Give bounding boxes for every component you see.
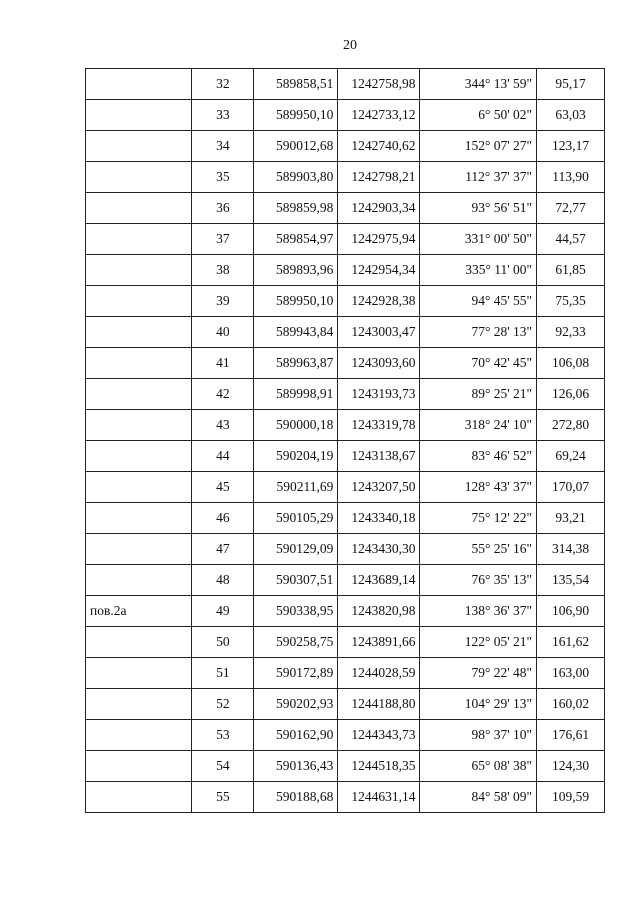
y-coordinate-cell: 1244343,73 [338,720,420,751]
table-row [86,162,605,193]
direction-angle-cell: 98° 37' 10" [420,720,537,751]
section-label-cell [86,565,192,596]
x-coordinate-cell: 590136,43 [254,751,338,782]
table-row [86,782,605,813]
y-coordinate-cell: 1242975,94 [338,224,420,255]
distance-cell: 109,59 [537,782,605,813]
y-coordinate-cell: 1242928,38 [338,286,420,317]
y-coordinate-cell: 1243138,67 [338,441,420,472]
distance-cell: 170,07 [537,472,605,503]
distance-cell: 135,54 [537,565,605,596]
y-coordinate-cell: 1242798,21 [338,162,420,193]
y-coordinate-cell: 1244188,80 [338,689,420,720]
y-coordinate-cell: 1242758,98 [338,69,420,100]
y-coordinate-cell: 1242733,12 [338,100,420,131]
point-number-cell: 46 [192,503,254,534]
section-label-cell [86,627,192,658]
table-row [86,720,605,751]
distance-cell: 160,02 [537,689,605,720]
table-row [86,627,605,658]
direction-angle-cell: 83° 46' 52" [420,441,537,472]
x-coordinate-cell: 590105,29 [254,503,338,534]
table-row [86,441,605,472]
x-coordinate-cell: 589903,80 [254,162,338,193]
distance-cell: 176,61 [537,720,605,751]
y-coordinate-cell: 1243430,30 [338,534,420,565]
direction-angle-cell: 79° 22' 48" [420,658,537,689]
y-coordinate-cell: 1244028,59 [338,658,420,689]
section-label-cell [86,100,192,131]
y-coordinate-cell: 1243820,98 [338,596,420,627]
y-coordinate-cell: 1243207,50 [338,472,420,503]
section-label-cell [86,131,192,162]
table-row [86,503,605,534]
distance-cell: 314,38 [537,534,605,565]
section-label-cell [86,441,192,472]
point-number-cell: 54 [192,751,254,782]
x-coordinate-cell: 589950,10 [254,100,338,131]
point-number-cell: 43 [192,410,254,441]
point-number-cell: 36 [192,193,254,224]
distance-cell: 124,30 [537,751,605,782]
point-number-cell: 53 [192,720,254,751]
point-number-cell: 48 [192,565,254,596]
table-row [86,410,605,441]
direction-angle-cell: 331° 00' 50" [420,224,537,255]
section-label-cell [86,689,192,720]
y-coordinate-cell: 1243319,78 [338,410,420,441]
y-coordinate-cell: 1243689,14 [338,565,420,596]
point-number-cell: 37 [192,224,254,255]
direction-angle-cell: 344° 13' 59" [420,69,537,100]
section-label-cell [86,348,192,379]
table-row [86,286,605,317]
distance-cell: 75,35 [537,286,605,317]
direction-angle-cell: 6° 50' 02" [420,100,537,131]
x-coordinate-cell: 590338,95 [254,596,338,627]
x-coordinate-cell: 590012,68 [254,131,338,162]
direction-angle-cell: 75° 12' 22" [420,503,537,534]
y-coordinate-cell: 1242903,34 [338,193,420,224]
point-number-cell: 38 [192,255,254,286]
section-label-cell [86,782,192,813]
point-number-cell: 32 [192,69,254,100]
coordinates-table-body [86,69,605,813]
distance-cell: 95,17 [537,69,605,100]
table-row [86,658,605,689]
section-label-cell [86,317,192,348]
point-number-cell: 41 [192,348,254,379]
distance-cell: 163,00 [537,658,605,689]
point-number-cell: 33 [192,100,254,131]
point-number-cell: 47 [192,534,254,565]
direction-angle-cell: 89° 25' 21" [420,379,537,410]
x-coordinate-cell: 589858,51 [254,69,338,100]
y-coordinate-cell: 1244631,14 [338,782,420,813]
direction-angle-cell: 76° 35' 13" [420,565,537,596]
x-coordinate-cell: 589943,84 [254,317,338,348]
table-row [86,379,605,410]
distance-cell: 106,90 [537,596,605,627]
x-coordinate-cell: 590188,68 [254,782,338,813]
table-row [86,69,605,100]
distance-cell: 272,80 [537,410,605,441]
x-coordinate-cell: 589859,98 [254,193,338,224]
x-coordinate-cell: 590162,90 [254,720,338,751]
distance-cell: 126,06 [537,379,605,410]
table-row [86,131,605,162]
x-coordinate-cell: 590202,93 [254,689,338,720]
x-coordinate-cell: 589893,96 [254,255,338,286]
point-number-cell: 44 [192,441,254,472]
section-label-cell [86,658,192,689]
x-coordinate-cell: 590204,19 [254,441,338,472]
section-label-cell [86,534,192,565]
y-coordinate-cell: 1243093,60 [338,348,420,379]
section-label-cell [86,224,192,255]
distance-cell: 93,21 [537,503,605,534]
section-label-cell [86,69,192,100]
y-coordinate-cell: 1242954,34 [338,255,420,286]
section-label-cell [86,472,192,503]
y-coordinate-cell: 1243891,66 [338,627,420,658]
coordinates-table [85,68,605,813]
y-coordinate-cell: 1242740,62 [338,131,420,162]
table-row [86,348,605,379]
direction-angle-cell: 104° 29' 13" [420,689,537,720]
point-number-cell: 34 [192,131,254,162]
point-number-cell: 42 [192,379,254,410]
direction-angle-cell: 77° 28' 13" [420,317,537,348]
section-label-cell [86,286,192,317]
table-row [86,100,605,131]
y-coordinate-cell: 1243340,18 [338,503,420,534]
section-label-cell [86,193,192,224]
distance-cell: 123,17 [537,131,605,162]
point-number-cell: 51 [192,658,254,689]
direction-angle-cell: 70° 42' 45" [420,348,537,379]
section-label-cell [86,410,192,441]
distance-cell: 92,33 [537,317,605,348]
x-coordinate-cell: 590129,09 [254,534,338,565]
direction-angle-cell: 335° 11' 00" [420,255,537,286]
table-row [86,224,605,255]
table-row [86,534,605,565]
distance-cell: 61,85 [537,255,605,286]
section-label-cell [86,379,192,410]
distance-cell: 72,77 [537,193,605,224]
x-coordinate-cell: 589950,10 [254,286,338,317]
section-label-cell [86,751,192,782]
section-label-cell [86,255,192,286]
distance-cell: 44,57 [537,224,605,255]
table-row [86,255,605,286]
table-row [86,596,605,627]
point-number-cell: 50 [192,627,254,658]
section-label-cell [86,162,192,193]
distance-cell: 161,62 [537,627,605,658]
point-number-cell: 39 [192,286,254,317]
distance-cell: 69,24 [537,441,605,472]
table-row [86,472,605,503]
y-coordinate-cell: 1243003,47 [338,317,420,348]
direction-angle-cell: 112° 37' 37" [420,162,537,193]
x-coordinate-cell: 589854,97 [254,224,338,255]
section-label-cell: пов.2а [86,596,192,627]
direction-angle-cell: 318° 24' 10" [420,410,537,441]
distance-cell: 106,08 [537,348,605,379]
y-coordinate-cell: 1244518,35 [338,751,420,782]
point-number-cell: 55 [192,782,254,813]
point-number-cell: 49 [192,596,254,627]
table-row [86,689,605,720]
page-number: 20 [343,38,357,53]
direction-angle-cell: 55° 25' 16" [420,534,537,565]
x-coordinate-cell: 590172,89 [254,658,338,689]
point-number-cell: 35 [192,162,254,193]
table-row [86,193,605,224]
x-coordinate-cell: 590307,51 [254,565,338,596]
point-number-cell: 40 [192,317,254,348]
table-row [86,751,605,782]
x-coordinate-cell: 590000,18 [254,410,338,441]
distance-cell: 113,90 [537,162,605,193]
direction-angle-cell: 94° 45' 55" [420,286,537,317]
x-coordinate-cell: 590258,75 [254,627,338,658]
x-coordinate-cell: 589963,87 [254,348,338,379]
section-label-cell [86,503,192,534]
direction-angle-cell: 122° 05' 21" [420,627,537,658]
x-coordinate-cell: 589998,91 [254,379,338,410]
point-number-cell: 45 [192,472,254,503]
y-coordinate-cell: 1243193,73 [338,379,420,410]
direction-angle-cell: 152° 07' 27" [420,131,537,162]
point-number-cell: 52 [192,689,254,720]
x-coordinate-cell: 590211,69 [254,472,338,503]
section-label-cell [86,720,192,751]
direction-angle-cell: 65° 08' 38" [420,751,537,782]
distance-cell: 63,03 [537,100,605,131]
direction-angle-cell: 84° 58' 09" [420,782,537,813]
direction-angle-cell: 138° 36' 37" [420,596,537,627]
direction-angle-cell: 128° 43' 37" [420,472,537,503]
direction-angle-cell: 93° 56' 51" [420,193,537,224]
table-row [86,565,605,596]
table-row [86,317,605,348]
